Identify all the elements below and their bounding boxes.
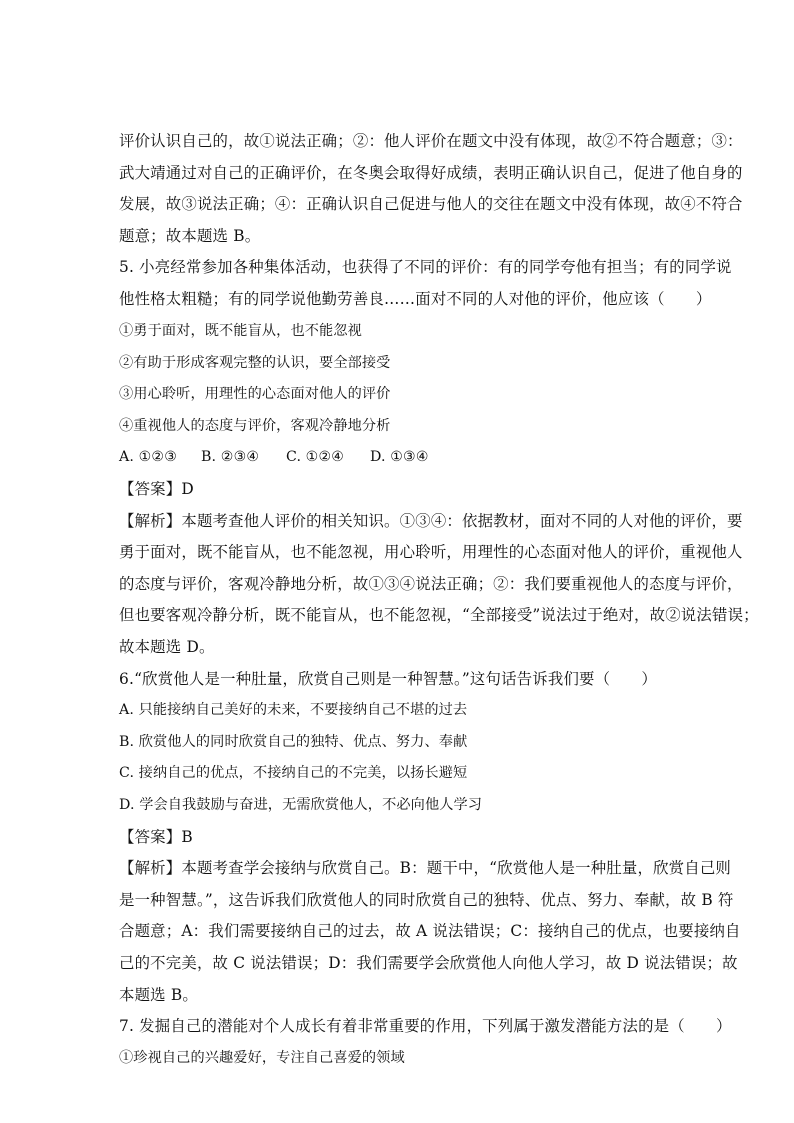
choice-d: D. ①③④ (370, 449, 429, 465)
question-6-choice: A. 只能接纳自己美好的未来，不要接纳自己不堪的过去 (119, 702, 468, 718)
analysis-line: 己的不完美，故 C 说法错误；D：我们需要学会欣赏他人向他人学习，故 D 说法错误；故 (119, 954, 738, 972)
choice-a: A. ①②③ (119, 449, 178, 465)
answer-label: 【答案】D (119, 480, 194, 498)
analysis-line: 合题意；A：我们需要接纳自己的过去，故 A 说法错误；C：接纳自己的优点，也要接纳自 (119, 922, 741, 940)
question-6-choice: D. 学会自我鼓励与奋进，无需欣赏他人，不必向他人学习 (119, 797, 483, 813)
question-5-statement: ②有助于形成客观完整的认识，要全部接受 (119, 355, 391, 371)
question-6-choice: B. 欣赏他人的同时欣赏自己的独特、优点、努力、奉献 (119, 734, 468, 750)
analysis-line: 本题选 B。 (119, 986, 198, 1004)
question-7-statement: ①珍视自己的兴趣爱好，专注自己喜爱的领域 (119, 1050, 405, 1066)
question-5-stem: 5. 小亮经常参加各种集体活动，也获得了不同的评价：有的同学夸他有担当；有的同学说 (119, 258, 732, 276)
analysis-line: 【解析】本题考查他人评价的相关知识。①③④：依据教材，面对不同的人对他的评价，要 (119, 512, 743, 530)
paragraph-line: 评价认识自己的，故①说法正确；②：他人评价在题文中没有体现，故②不符合题意；③： (119, 132, 743, 150)
paragraph-line: 武大靖通过对自己的正确评价，在冬奥会取得好成绩，表明正确认识自己，促进了他自身的 (119, 164, 743, 182)
answer-label: 【答案】B (119, 828, 193, 846)
question-7-stem: 7. 发掘自己的潜能对个人成长有着非常重要的作用，下列属于激发潜能方法的是（ ） (119, 1017, 732, 1035)
analysis-line: 但也要客观冷静分析，既不能盲从，也不能忽视，“全部接受”说法过于绝对，故②说法错误； (119, 606, 759, 624)
question-5-stem: 他性格太粗糙；有的同学说他勤劳善良……面对不同的人对他的评价，他应该（ ） (119, 290, 712, 308)
choice-b: B. ②③④ (201, 449, 260, 465)
analysis-line: 的态度与评价，客观冷静地分析，故①③④说法正确；②：我们要重视他人的态度与评价， (119, 575, 743, 593)
analysis-line: 【解析】本题考查学会接纳与欣赏自己。B：题干中，“欣赏他人是一种肚量，欣赏自己则 (119, 859, 732, 877)
question-5-statement: ①勇于面对，既不能盲从，也不能忽视 (119, 323, 362, 339)
question-6-choice: C. 接纳自己的优点，不接纳自己的不完美，以扬长避短 (119, 765, 468, 781)
question-6-stem: 6.“欣赏他人是一种肚量，欣赏自己则是一种智慧。”这句话告诉我们要（ ） (119, 670, 658, 688)
paragraph-line: 题意；故本题选 B。 (119, 227, 261, 245)
question-5-statement: ④重视他人的态度与评价，客观冷静地分析 (119, 418, 391, 434)
analysis-line: 勇于面对，既不能盲从，也不能忽视，用心聆听，用理性的心态面对他人的评价，重视他人 (119, 543, 743, 561)
paragraph-line: 发展，故③说法正确；④：正确认识自己促进与他人的交往在题文中没有体现，故④不符合 (119, 195, 743, 213)
choice-c: C. ①②④ (286, 449, 345, 465)
question-5-choices (119, 447, 429, 467)
analysis-line: 故本题选 D。 (119, 638, 215, 656)
analysis-line: 是一种智慧。”，这告诉我们欣赏他人的同时欣赏自己的独特、优点、努力、奉献，故 B 符 (119, 891, 734, 909)
question-5-statement: ③用心聆听，用理性的心态面对他人的评价 (119, 386, 391, 402)
